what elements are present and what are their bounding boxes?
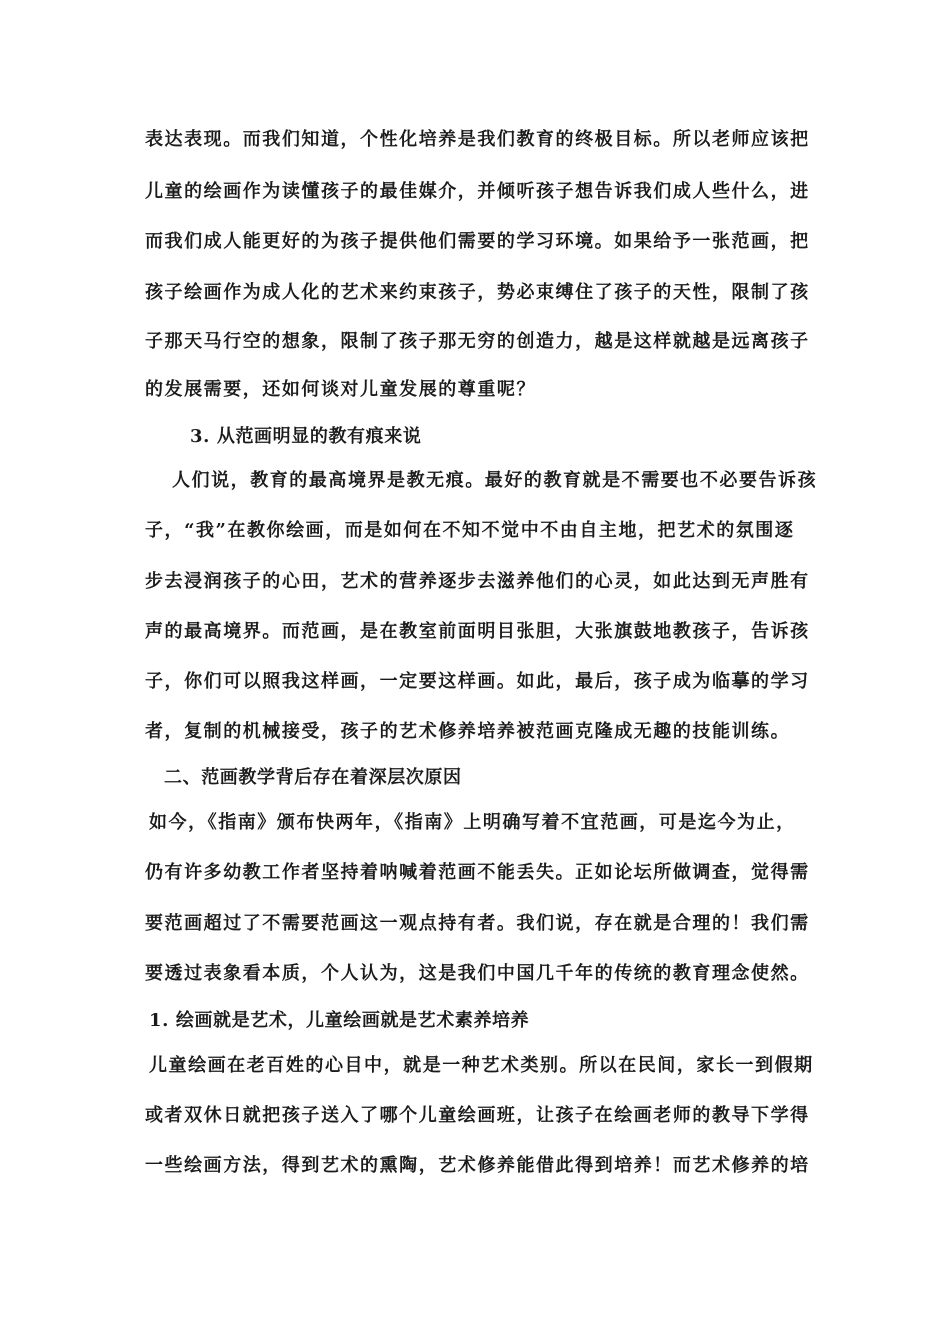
- body-line: 儿童绘画在老百姓的心目中，就是一种艺术类别。所以在民间，家长一到假期: [149, 1055, 814, 1076]
- body-line: 子，你们可以照我这样画，一定要这样画。如此，最后，孩子成为临摹的学习: [145, 671, 810, 692]
- body-line: 声的最高境界。而范画，是在教室前面明目张胆，大张旗鼓地教孩子，告诉孩: [145, 621, 810, 642]
- body-line: 人们说，教育的最高境界是教无痕。最好的教育就是不需要也不必要告诉孩: [172, 470, 818, 491]
- body-line: 儿童的绘画作为读懂孩子的最佳媒介，并倾听孩子想告诉我们成人些什么，进: [145, 181, 810, 202]
- body-line: 而我们成人能更好的为孩子提供他们需要的学习环境。如果给予一张范画，把: [145, 231, 810, 252]
- body-line: 要透过表象看本质，个人认为，这是我们中国几千年的传统的教育理念使然。: [145, 963, 810, 984]
- body-line: 子那天马行空的想象，限制了孩子那无穷的创造力，越是这样就越是远离孩子: [145, 331, 810, 352]
- body-line: 步去浸润孩子的心田，艺术的营养逐步去滋养他们的心灵，如此达到无声胜有: [145, 571, 810, 592]
- body-line: 表达表现。而我们知道，个性化培养是我们教育的终极目标。所以老师应该把: [145, 129, 810, 150]
- body-line: 孩子绘画作为成人化的艺术来约束孩子，势必束缚住了孩子的天性，限制了孩: [145, 282, 810, 303]
- body-line: 如今，《指南》颁布快两年，《指南》上明确写着不宜范画，可是迄今为止，: [149, 812, 796, 833]
- section-heading: 3. 从范画明显的教有痕来说: [190, 426, 422, 447]
- body-line: 或者双休日就把孩子送入了哪个儿童绘画班，让孩子在绘画老师的教导下学得: [145, 1105, 810, 1126]
- section-heading: 1. 绘画就是艺术，儿童绘画就是艺术素养培养: [149, 1010, 530, 1031]
- section-heading: 二、范画教学背后存在着深层次原因: [164, 767, 462, 788]
- body-line: 者，复制的机械接受，孩子的艺术修养培养被范画克隆成无趣的技能训练。: [145, 721, 791, 742]
- body-line: 子，“我”在教你绘画，而是如何在不知不觉中不由自主地，把艺术的氛围逐: [145, 520, 795, 541]
- body-line: 的发展需要，还如何谈对儿童发展的尊重呢？: [145, 379, 536, 400]
- body-line: 仍有许多幼教工作者坚持着呐喊着范画不能丢失。正如论坛所做调查，觉得需: [145, 862, 810, 883]
- body-line: 要范画超过了不需要范画这一观点持有者。我们说，存在就是合理的！我们需: [145, 913, 810, 934]
- body-line: 一些绘画方法，得到艺术的熏陶，艺术修养能借此得到培养！而艺术修养的培: [145, 1155, 810, 1176]
